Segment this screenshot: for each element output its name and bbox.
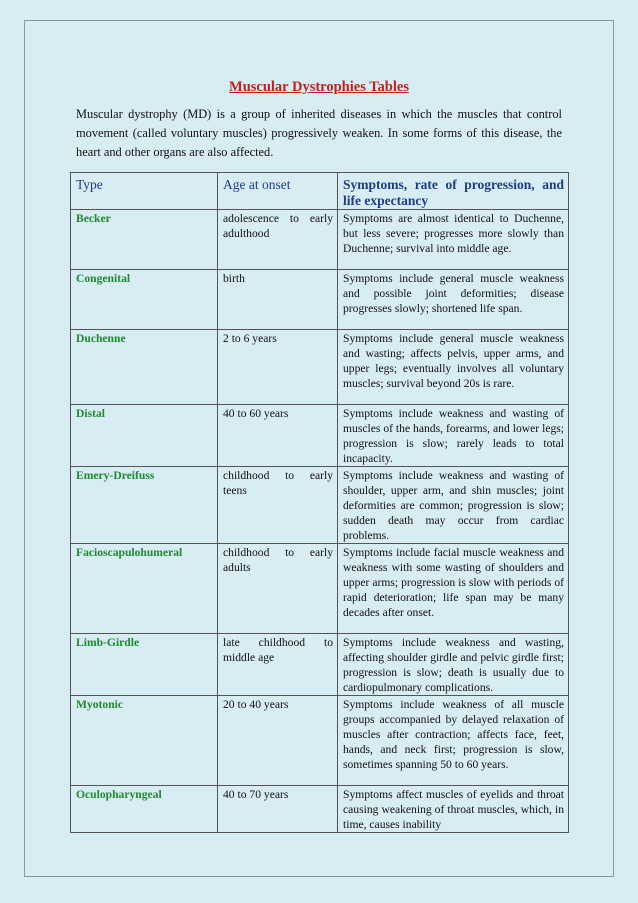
type-cell: Myotonic: [71, 696, 218, 786]
header-type: Type: [71, 173, 218, 210]
table-row: [71, 330, 569, 405]
type-cell: Limb-Girdle: [71, 634, 218, 696]
symptoms-cell: Symptoms include facial muscle weakness and weakness with some wasting of shoulders and upper arms; progression is slow with periods of rapid deterioration; life span may be many decades after onset.: [338, 544, 569, 634]
onset-cell: childhood to early teens: [218, 467, 338, 544]
onset-cell: 40 to 70 years: [218, 786, 338, 833]
onset-cell: late childhood to middle age: [218, 634, 338, 696]
symptoms-cell: Symptoms include general muscle weakness and possible joint deformities; disease progresses slowly; shortened life span.: [338, 270, 569, 330]
symptoms-cell: Symptoms include general muscle weakness and wasting; affects pelvis, upper arms, and upper legs; eventually involves all voluntary muscles; survival beyond 20s is rare.: [338, 330, 569, 405]
onset-cell: birth: [218, 270, 338, 330]
symptoms-cell: Symptoms include weakness and wasting of shoulder, upper arm, and shin muscles; joint deformities are common; progression is slow; sudden death may occur from cardiac problems.: [338, 467, 569, 544]
header-symptoms: Symptoms, rate of progression, and life expectancy: [338, 173, 569, 210]
symptoms-cell: Symptoms include weakness of all muscle groups accompanied by delayed relaxation of muscles after contraction; affects face, feet, hands, and neck first; progression is slow, sometimes spanning 50 to 60 years.: [338, 696, 569, 786]
header-age-at-onset: Age at onset: [218, 173, 338, 210]
table-header-row: [71, 173, 569, 210]
dystrophy-table: [70, 172, 569, 833]
page-title: Muscular Dystrophies Tables: [229, 79, 409, 95]
onset-cell: childhood to early adults: [218, 544, 338, 634]
table-row: [71, 634, 569, 696]
type-cell: Emery-Dreifuss: [71, 467, 218, 544]
table-row: [71, 467, 569, 544]
onset-cell: 2 to 6 years: [218, 330, 338, 405]
table-row: [71, 405, 569, 467]
type-cell: Oculopharyngeal: [71, 786, 218, 833]
symptoms-cell: Symptoms are almost identical to Duchenne, but less severe; progresses more slowly than Duchenne; survival into middle age.: [338, 210, 569, 270]
onset-cell: 40 to 60 years: [218, 405, 338, 467]
table-row: [71, 270, 569, 330]
intro-paragraph: Muscular dystrophy (MD) is a group of inherited diseases in which the muscles that control movement (called voluntary muscles) progressively weaken. In some forms of this disease, the heart and other organs are also affected.: [76, 107, 562, 160]
type-cell: Becker: [71, 210, 218, 270]
table-row: [71, 786, 569, 833]
table-row: [71, 210, 569, 270]
table-row: [71, 696, 569, 786]
onset-cell: 20 to 40 years: [218, 696, 338, 786]
symptoms-cell: Symptoms include weakness and wasting of muscles of the hands, forearms, and lower legs; progression is slow; rarely leads to total incapacity.: [338, 405, 569, 467]
table-row: [71, 544, 569, 634]
symptoms-cell: Symptoms include weakness and wasting, affecting shoulder girdle and pelvic girdle first; progression is slow; death is usually due to cardiopulmonary complications.: [338, 634, 569, 696]
symptoms-cell: Symptoms affect muscles of eyelids and throat causing weakening of throat muscles, which, in time, causes inability: [338, 786, 569, 833]
type-cell: Facioscapulohumeral: [71, 544, 218, 634]
type-cell: Duchenne: [71, 330, 218, 405]
type-cell: Distal: [71, 405, 218, 467]
type-cell: Congenital: [71, 270, 218, 330]
onset-cell: adolescence to early adulthood: [218, 210, 338, 270]
